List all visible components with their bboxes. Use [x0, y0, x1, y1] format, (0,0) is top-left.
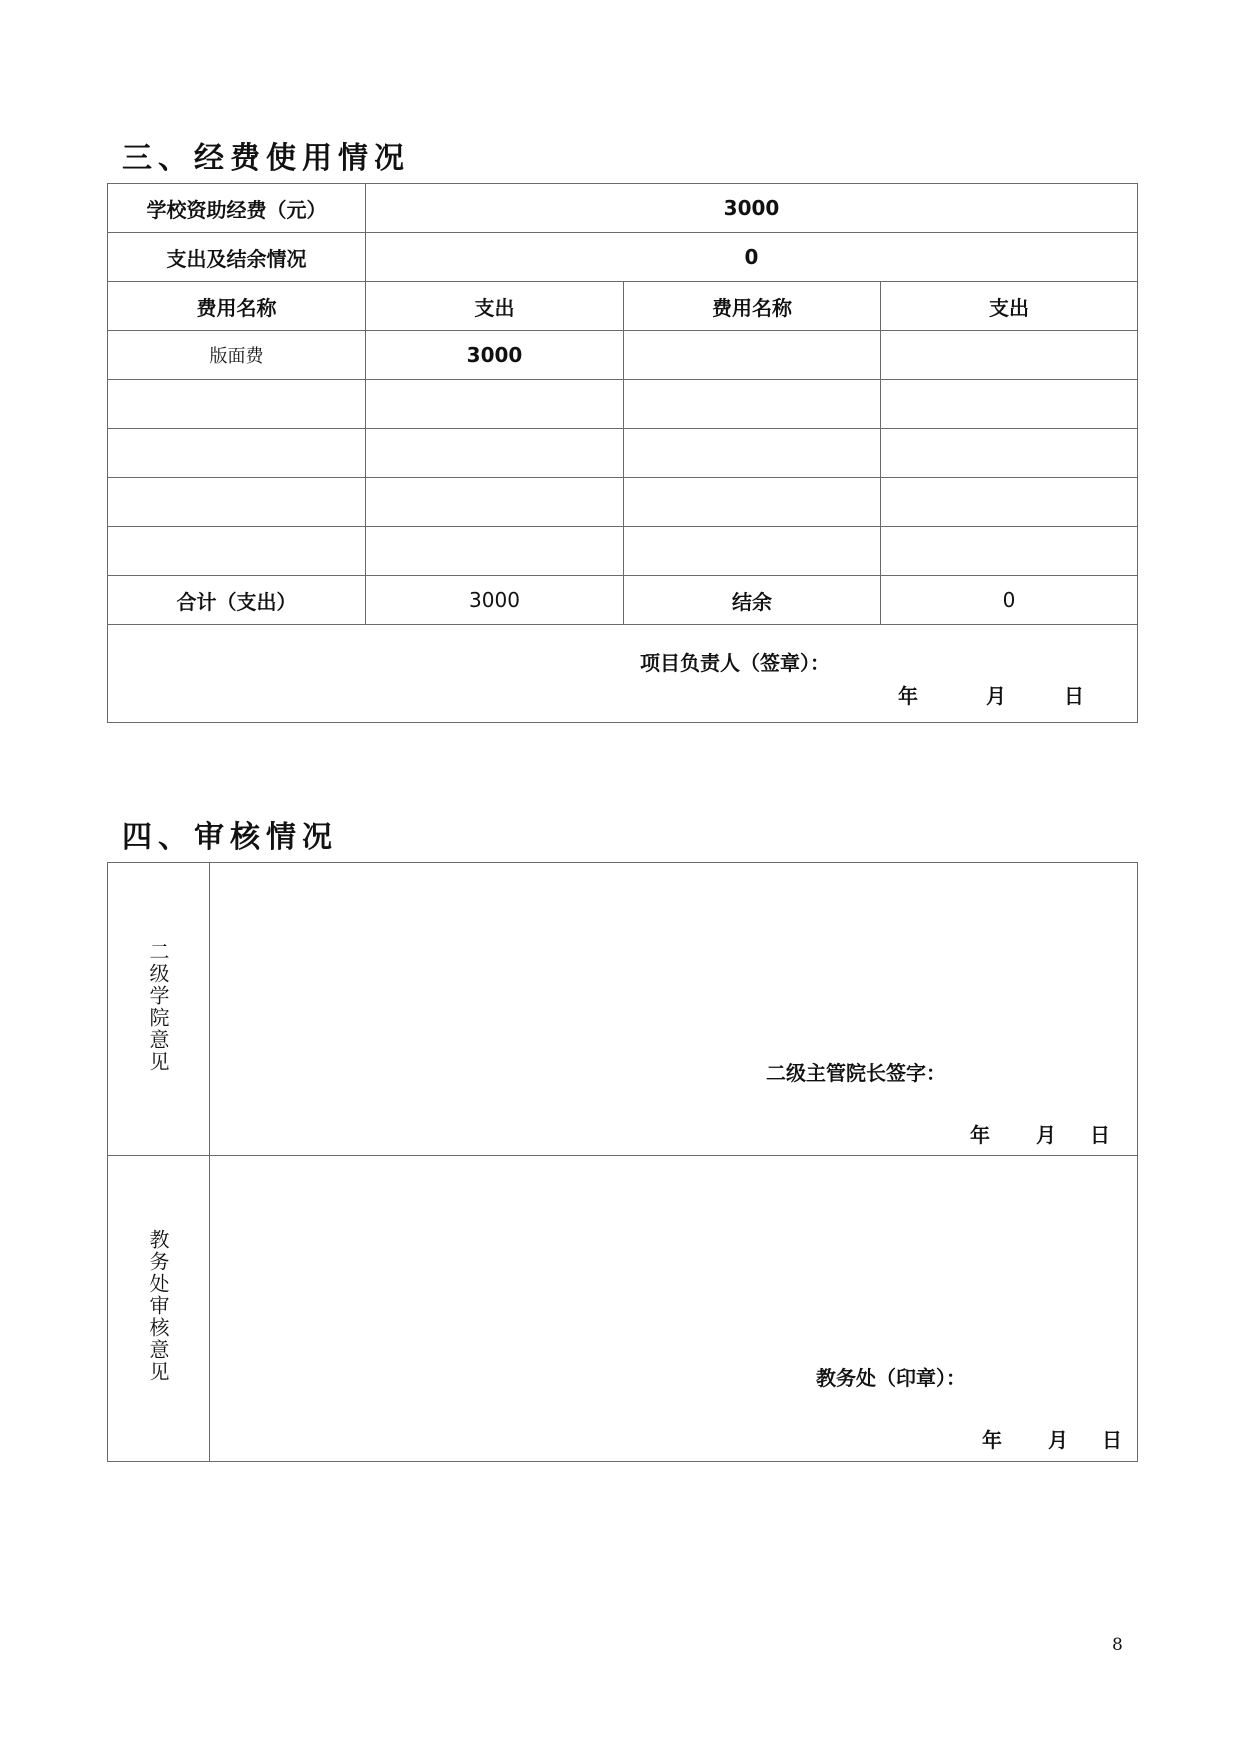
remaining-label: 结余: [624, 576, 881, 625]
expense-name-cell: [624, 429, 881, 478]
college-date-month: 月: [1036, 1123, 1056, 1147]
academic-affairs-seal-label: 教务处（印章）：: [816, 1366, 966, 1390]
college-opinion-row: [108, 863, 1138, 1156]
funding-row: [108, 184, 1138, 233]
project-leader-signature-label: 项目负责人（签章）：: [640, 651, 830, 675]
total-row: [108, 576, 1138, 625]
expense-name-cell: 版面费: [108, 331, 366, 380]
page-number: 8: [1112, 1635, 1123, 1655]
section3-title: 三、经费使用情况: [122, 141, 410, 176]
academic-affairs-date-month: 月: [1048, 1428, 1068, 1452]
date-year: 年: [898, 684, 918, 708]
expense-amount-cell: [366, 380, 624, 429]
expense-amount-cell: [366, 478, 624, 527]
expense-name-cell: [108, 380, 366, 429]
expense-name-cell: [624, 331, 881, 380]
table-row: [108, 429, 1138, 478]
college-opinion-label: 二级学院意见: [146, 940, 170, 1073]
total-value: 3000: [366, 576, 624, 625]
academic-affairs-date-day: 日: [1102, 1428, 1122, 1452]
balance-status-row: [108, 233, 1138, 282]
expense-name-cell: [624, 527, 881, 576]
expense-name-cell: [108, 429, 366, 478]
review-table: [107, 862, 1138, 1462]
header-expense-name-2: 费用名称: [624, 282, 881, 331]
expense-amount-cell: [366, 527, 624, 576]
academic-affairs-opinion-label: 教务处审核意见: [146, 1229, 170, 1383]
section4-title: 四、审核情况: [122, 820, 338, 855]
balance-status-label: 支出及结余情况: [108, 233, 366, 282]
header-expense-amount: 支出: [366, 282, 624, 331]
date-month: 月: [986, 684, 1006, 708]
academic-affairs-date-year: 年: [982, 1428, 1002, 1452]
expense-amount-cell: [881, 429, 1138, 478]
balance-status-value: 0: [366, 233, 1138, 282]
college-opinion-side-cell: [108, 863, 210, 1156]
header-expense-amount-2: 支出: [881, 282, 1138, 331]
remaining-value: 0: [881, 576, 1138, 625]
funds-table: [107, 183, 1138, 723]
table-row: [108, 478, 1138, 527]
college-opinion-body: [210, 863, 1138, 1156]
funding-value: 3000: [366, 184, 1138, 233]
academic-affairs-body: [210, 1156, 1138, 1462]
expense-amount-cell: [366, 429, 624, 478]
expense-amount-cell: [881, 380, 1138, 429]
academic-affairs-side-cell: [108, 1156, 210, 1462]
expense-amount-cell: [881, 478, 1138, 527]
table-row: [108, 380, 1138, 429]
expense-amount-cell: [881, 527, 1138, 576]
expense-amount-cell: [881, 331, 1138, 380]
header-expense-name: 费用名称: [108, 282, 366, 331]
expense-name-cell: [624, 380, 881, 429]
expense-name-cell: [108, 527, 366, 576]
expense-amount-cell: 3000: [366, 331, 624, 380]
date-day: 日: [1064, 684, 1084, 708]
total-label: 合计（支出）: [108, 576, 366, 625]
expense-name-cell: [108, 478, 366, 527]
academic-affairs-row: [108, 1156, 1138, 1462]
signature-cell: [108, 625, 1138, 723]
signature-row: [108, 625, 1138, 723]
expense-name-cell: [624, 478, 881, 527]
college-date-day: 日: [1090, 1123, 1110, 1147]
college-date-year: 年: [970, 1123, 990, 1147]
funding-label: 学校资助经费（元）: [108, 184, 366, 233]
table-row: [108, 331, 1138, 380]
table-row: [108, 527, 1138, 576]
college-dean-signature-label: 二级主管院长签字：: [766, 1061, 946, 1085]
header-row: [108, 282, 1138, 331]
